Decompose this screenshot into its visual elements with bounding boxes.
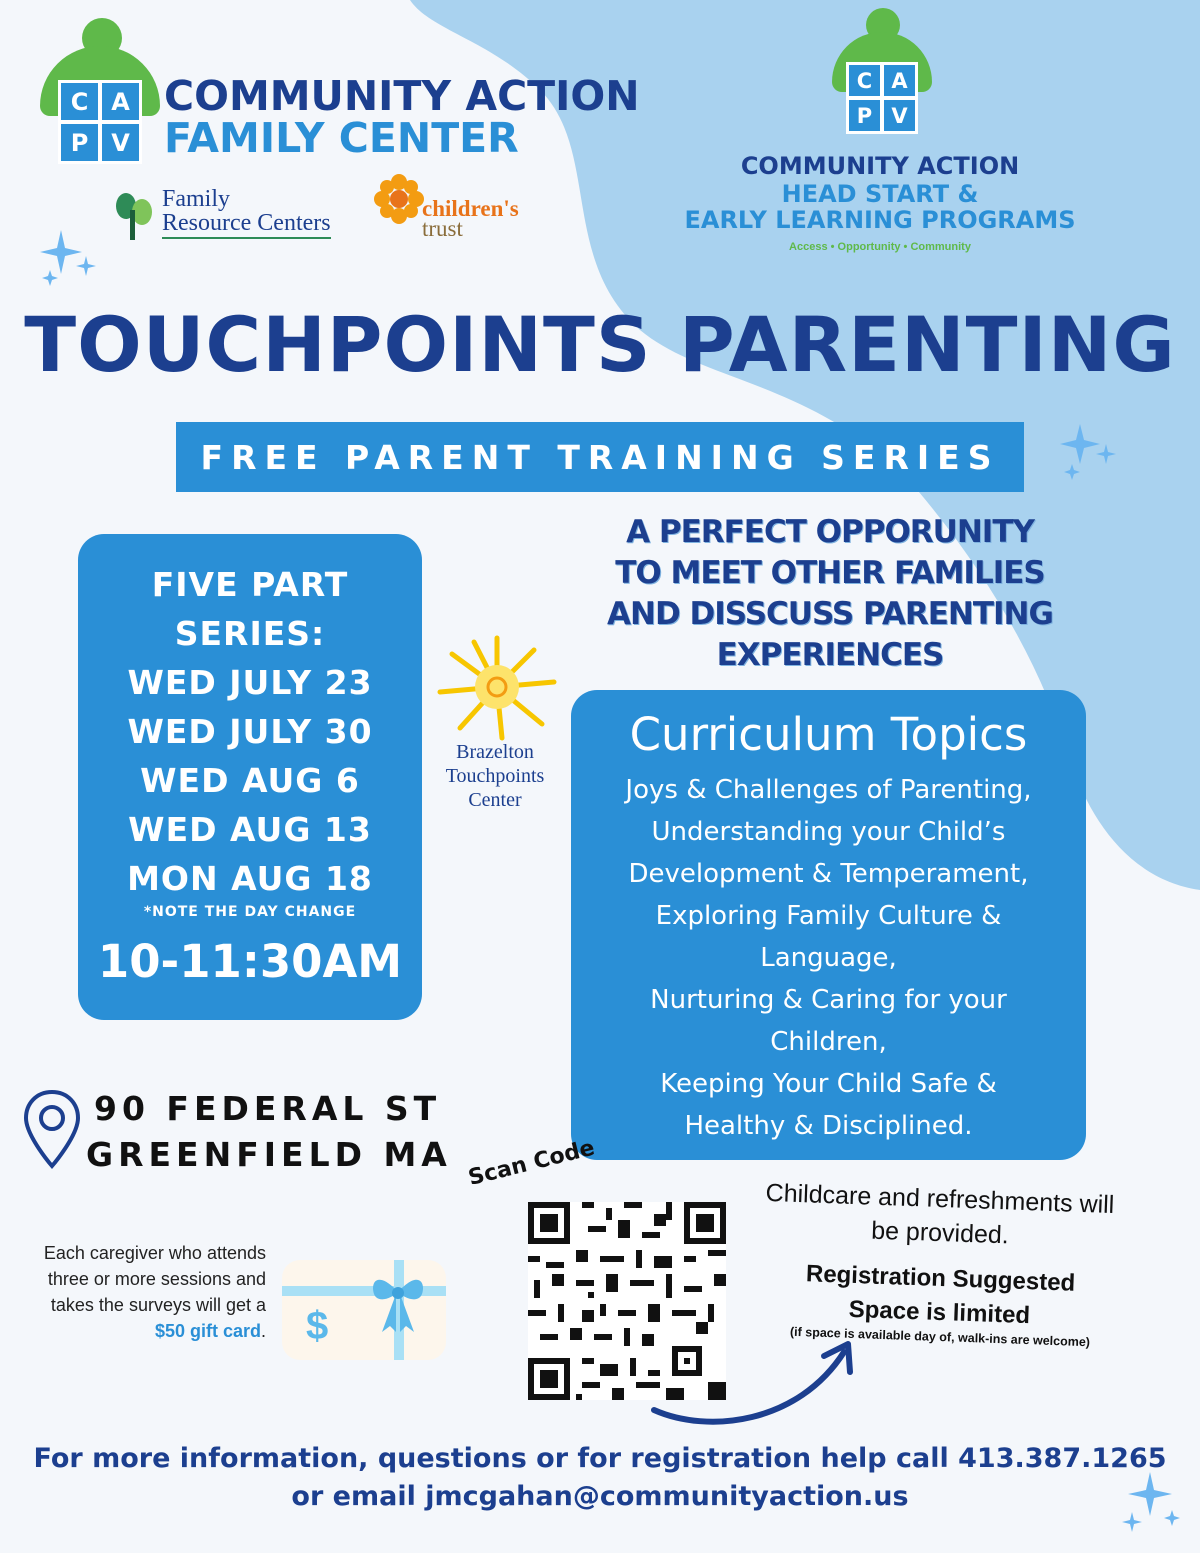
curriculum-line: Development & Temperament, xyxy=(628,859,1029,889)
logo-letter: P xyxy=(61,124,98,161)
schedule-date: WED JULY 30 xyxy=(127,712,373,751)
walkin-note: (if space is available day of, walk-ins are welcome) xyxy=(789,1324,1091,1350)
schedule-date: MON AUG 18 xyxy=(127,859,373,898)
org2-line3: EARLY LEARNING PROGRAMS xyxy=(684,206,1076,234)
logo-letter: A xyxy=(102,83,139,120)
opportunity-line: AND DISSCUSS PARENTING xyxy=(607,596,1053,632)
capv-letters xyxy=(58,80,142,164)
dollar-icon: $ xyxy=(306,1304,329,1348)
opportunity-line: EXPERIENCES xyxy=(716,637,944,673)
brazelton-line: Brazelton xyxy=(456,741,534,763)
address-line1: 90 FEDERAL ST xyxy=(94,1089,442,1128)
logo-letter: V xyxy=(884,100,915,131)
logo-letter: C xyxy=(849,65,880,96)
footer-email-line[interactable]: or email jmcgahan@communityaction.us xyxy=(291,1481,909,1512)
schedule-heading: SERIES: xyxy=(174,614,326,653)
curriculum-heading: Curriculum Topics xyxy=(629,708,1028,761)
schedule-box xyxy=(78,534,422,1020)
ct-line1: children's xyxy=(422,196,519,221)
brazelton-line: Center xyxy=(468,789,522,811)
capv-head-start-logo xyxy=(660,8,1100,258)
gift-text: Each caregiver who attends three or more sessions and takes the surveys will get a xyxy=(43,1243,266,1315)
curved-arrow-icon xyxy=(648,1338,868,1438)
curriculum-line: Understanding your Child’s xyxy=(651,817,1006,847)
training-series-banner: FREE PARENT TRAINING SERIES xyxy=(176,422,1024,492)
scan-code-label: Scan Code xyxy=(465,1135,598,1191)
org2-line2: HEAD START & xyxy=(781,180,979,208)
childrens-trust-logo xyxy=(374,174,544,244)
childcare-note xyxy=(740,1178,1140,1250)
curriculum-line: Exploring Family Culture & xyxy=(655,901,1002,931)
curriculum-line: Children, xyxy=(770,1027,887,1057)
curriculum-box xyxy=(571,690,1086,1160)
org-name-line1: COMMUNITY ACTION xyxy=(164,72,640,120)
gift-card-text xyxy=(40,1240,266,1344)
logo-letter: P xyxy=(849,100,880,131)
ct-line2: trust xyxy=(422,216,463,241)
org-name-line2: FAMILY CENTER xyxy=(164,114,519,162)
logo-letter: C xyxy=(61,83,98,120)
opportunity-line: A PERFECT OPPORUNITY xyxy=(626,514,1034,550)
curriculum-line: Keeping Your Child Safe & xyxy=(660,1069,997,1099)
curriculum-line: Language, xyxy=(760,943,897,973)
curriculum-line: Healthy & Disciplined. xyxy=(684,1111,973,1141)
sun-icon xyxy=(434,632,560,742)
sparkle-icon xyxy=(36,228,106,288)
brazelton-center-logo xyxy=(432,740,558,812)
sparkle-icon xyxy=(1058,422,1122,482)
location-pin-icon xyxy=(22,1088,82,1170)
registration-line: Space is limited xyxy=(848,1295,1031,1330)
address-line2: GREENFIELD MA xyxy=(86,1135,452,1174)
childcare-line: be provided. xyxy=(870,1216,1010,1250)
gift-card-icon xyxy=(282,1260,446,1360)
curriculum-line: Joys & Challenges of Parenting, xyxy=(625,775,1032,805)
address xyxy=(86,1086,452,1178)
logo-letter: V xyxy=(102,124,139,161)
registration-line: Registration Suggested xyxy=(805,1260,1076,1297)
org2-tagline: Access • Opportunity • Community xyxy=(789,241,971,253)
bow-icon xyxy=(368,1266,428,1336)
schedule-date: WED JULY 23 xyxy=(127,663,373,702)
schedule-date: WED AUG 6 xyxy=(140,761,360,800)
schedule-heading: FIVE PART xyxy=(151,565,349,604)
leaf-icon xyxy=(112,190,156,240)
footer-phone-line: For more information, questions or for registration help call 413.387.1265 xyxy=(33,1443,1167,1474)
gift-amount: $50 gift card xyxy=(154,1321,261,1341)
capv-letters xyxy=(846,62,918,134)
schedule-note: *NOTE THE DAY CHANGE xyxy=(143,904,357,920)
family-resource-centers-logo xyxy=(112,186,342,242)
gift-end: . xyxy=(260,1321,266,1341)
opportunity-text xyxy=(560,512,1100,676)
flower-icon xyxy=(374,174,424,224)
contact-footer xyxy=(0,1440,1200,1516)
schedule-time: 10-11:30AM xyxy=(97,935,403,988)
frc-line2: Resource Centers xyxy=(162,210,331,239)
frc-line1: Family xyxy=(162,186,231,212)
childcare-line: Childcare and refreshments will xyxy=(765,1178,1115,1220)
capv-family-center-logo xyxy=(40,18,640,168)
schedule-date: WED AUG 13 xyxy=(128,810,372,849)
curriculum-line: Nurturing & Caring for your xyxy=(650,985,1007,1015)
brazelton-line: Touchpoints xyxy=(445,765,545,787)
org2-line1: COMMUNITY ACTION xyxy=(740,152,1020,180)
logo-letter: A xyxy=(884,65,915,96)
page-title: TOUCHPOINTS PARENTING xyxy=(24,300,1176,389)
opportunity-line: TO MEET OTHER FAMILIES xyxy=(615,555,1045,591)
